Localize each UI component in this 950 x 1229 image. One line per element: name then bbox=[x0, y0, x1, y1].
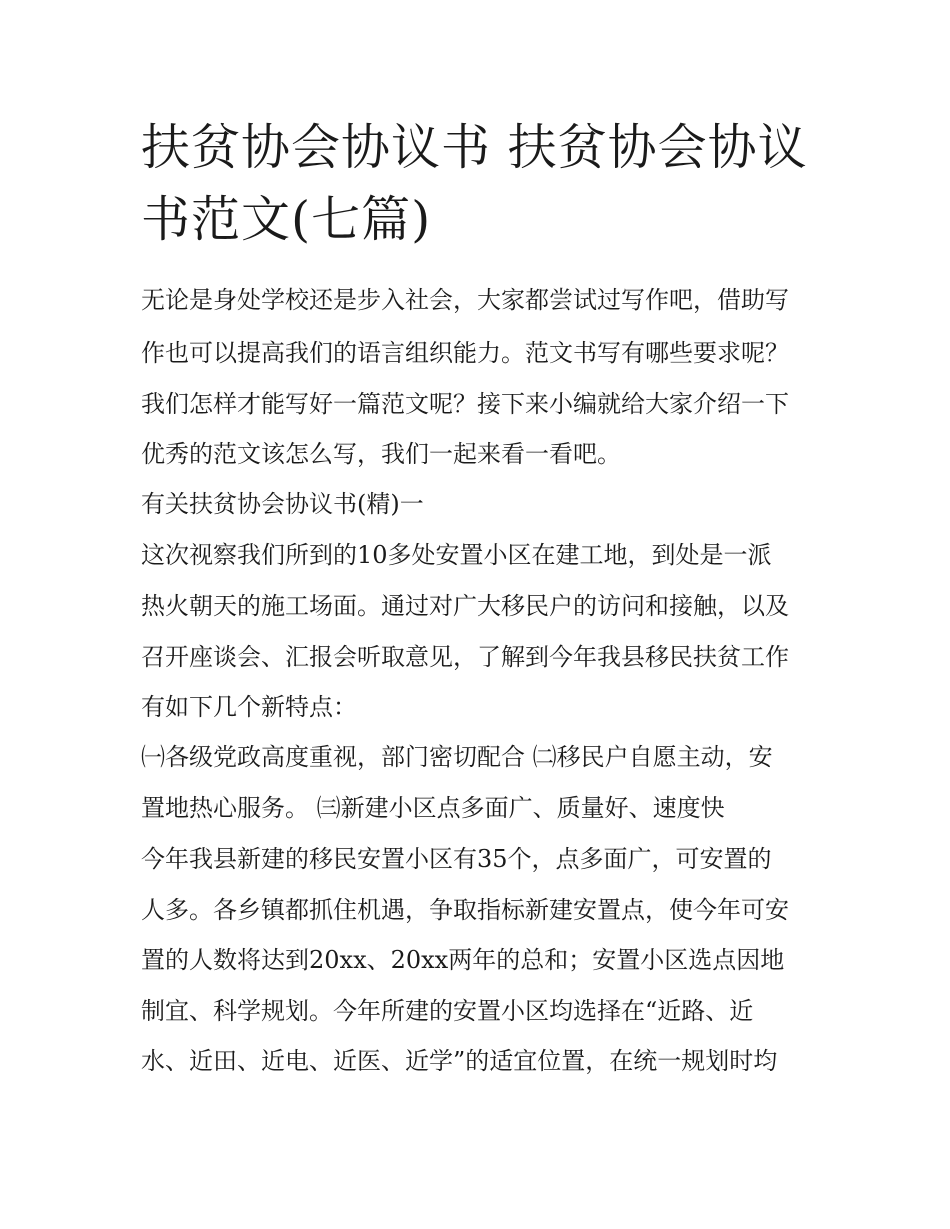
body-line-4: 优秀的范文该怎么写，我们一起来看一看吧。 bbox=[141, 440, 621, 468]
body-line-6: 这次视察我们所到的10多处安置小区在建工地，到处是一派 bbox=[141, 541, 772, 569]
body-line-2: 作也可以提高我们的语言组织能力。范文书写有哪些要求呢？ bbox=[141, 339, 789, 367]
body-line-8: 召开座谈会、汇报会听取意见，了解到今年我县移民扶贫工作 bbox=[141, 643, 789, 671]
body-line-1: 无论是身处学校还是步入社会，大家都尝试过写作吧，借助写 bbox=[141, 286, 789, 314]
page-title bbox=[141, 112, 821, 256]
body-line-16: 水、近田、近电、近医、近学”的适宜位置，在统一规划时均 bbox=[141, 1047, 778, 1075]
body-line-12: 今年我县新建的移民安置小区有35个，点多面广，可安置的 bbox=[141, 845, 772, 873]
body-line-7: 热火朝天的施工场面。通过对广大移民户的访问和接触，以及 bbox=[141, 592, 789, 620]
body-line-13: 人多。各乡镇都抓住机遇，争取指标新建安置点，使今年可安 bbox=[141, 896, 789, 924]
body-line-3: 我们怎样才能写好一篇范文呢？接下来小编就给大家介绍一下 bbox=[141, 390, 789, 418]
body-line-10: ㈠各级党政高度重视，部门密切配合 ㈡移民户自愿主动，安 bbox=[141, 743, 773, 771]
body-line-14: 置的人数将达到20xx、20xx两年的总和；安置小区选点因地 bbox=[141, 946, 785, 974]
body-line-15: 制宜、科学规划。今年所建的安置小区均选择在“近路、近 bbox=[141, 997, 754, 1025]
body-line-9: 有如下几个新特点： bbox=[141, 693, 357, 721]
title-line-2: 书范文(七篇) bbox=[141, 191, 432, 248]
section-heading: 有关扶贫协会协议书(精)一 bbox=[141, 490, 424, 518]
body-line-11: 置地热心服务。 ㈢新建小区点多面广、质量好、速度快 bbox=[141, 794, 725, 822]
title-line-1: 扶贫协会协议书 扶贫协会协议 bbox=[141, 119, 808, 176]
